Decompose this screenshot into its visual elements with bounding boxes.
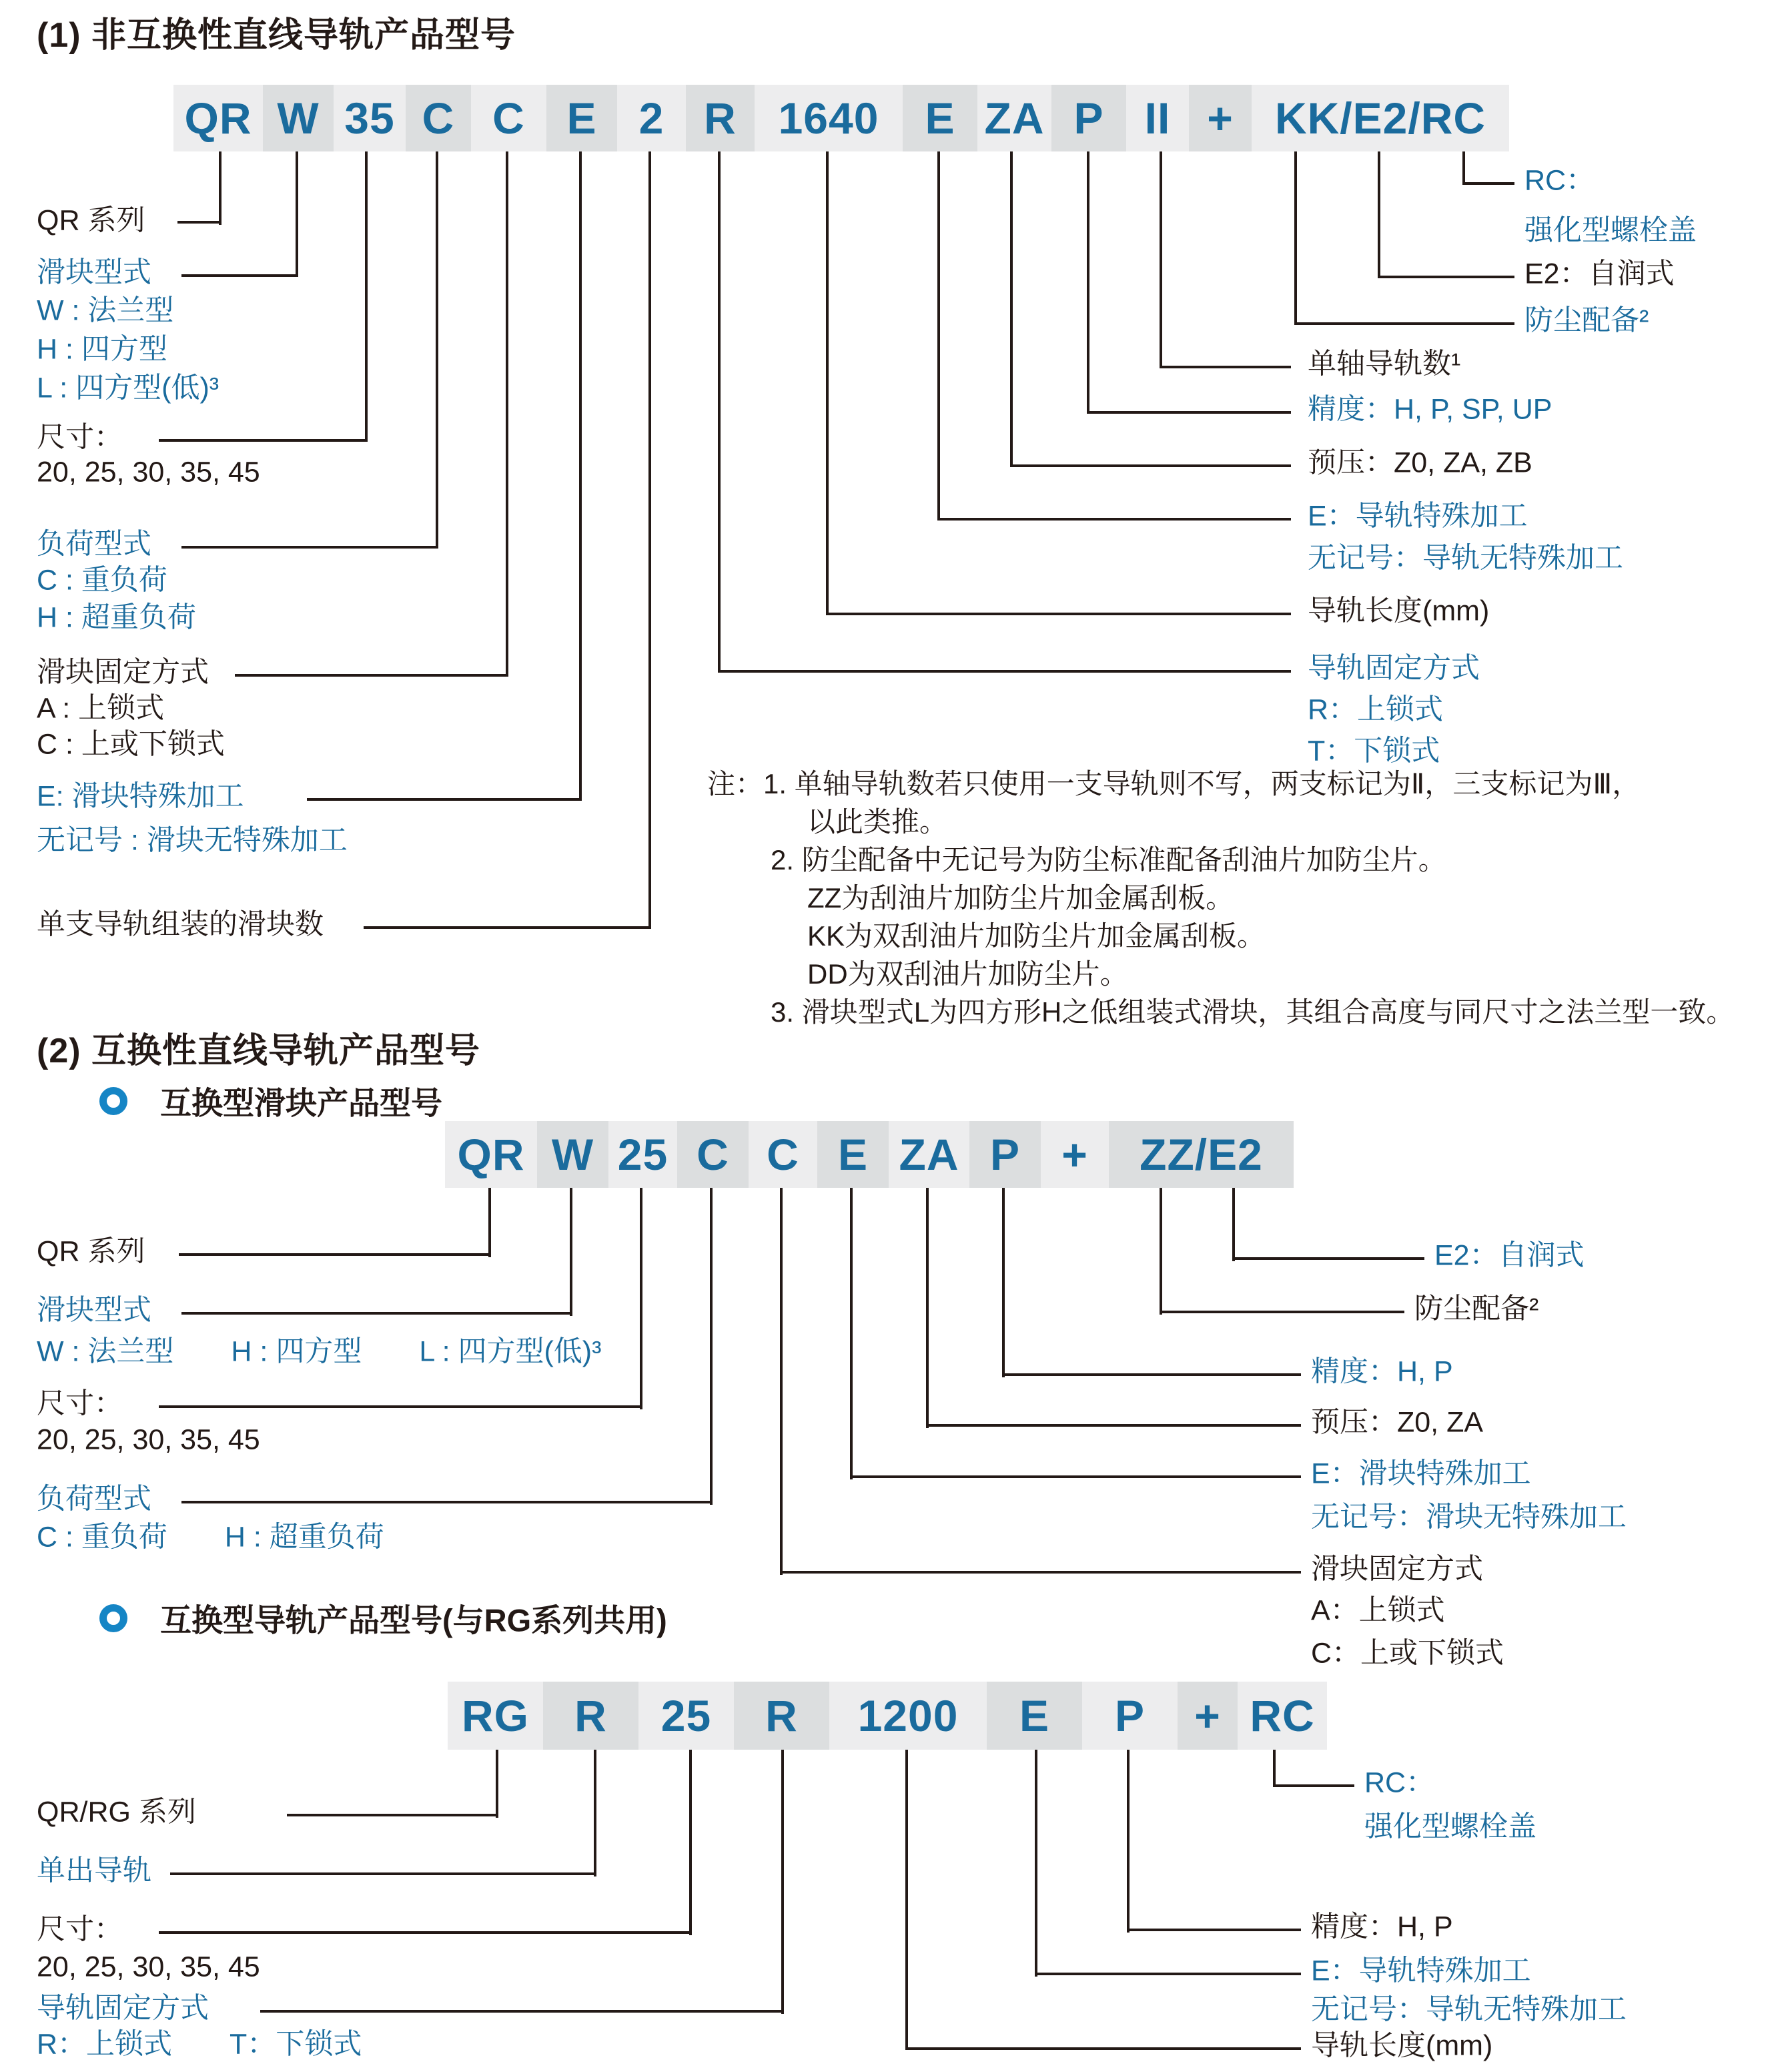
connector-line — [1232, 1257, 1424, 1260]
connector-line — [926, 1424, 1301, 1427]
connector-line — [905, 2047, 1301, 2050]
connector-line — [826, 151, 829, 615]
connector-line — [1127, 1929, 1301, 1931]
note-line: 2. 防尘配备中无记号为防尘标准配备刮油片加防尘片。 — [771, 844, 1446, 876]
callout-label: E: 滑块特殊加工 — [37, 780, 244, 813]
model-code-cell: + — [1189, 85, 1252, 151]
connector-line — [1273, 1750, 1276, 1787]
model-code-cell: QR — [173, 85, 263, 151]
model-code-cell: 25 — [638, 1682, 734, 1750]
callout-label: 导轨长度(mm) — [1308, 595, 1490, 627]
model-code-cell: QR — [445, 1121, 537, 1188]
connector-line — [159, 1931, 692, 1934]
callout-label: R：上锁式 T：下锁式 — [37, 2028, 362, 2061]
model-code-row — [173, 85, 1509, 151]
callout-label: 强化型螺栓盖 — [1364, 1810, 1536, 1843]
connector-line — [780, 1188, 783, 1575]
model-code-cell: + — [1041, 1121, 1109, 1188]
connector-line — [181, 1312, 572, 1315]
callout-label: QR 系列 — [37, 1235, 145, 1268]
note-line: 注：1. 单轴导轨数若只使用一支导轨则不写，两支标记为Ⅱ，三支标记为Ⅲ， — [707, 768, 1641, 799]
callout-label: H : 超重负荷 — [37, 601, 196, 634]
callout-label: 单出导轨 — [37, 1854, 151, 1887]
connector-line — [905, 1750, 908, 2050]
connector-line — [1462, 182, 1514, 185]
callout-label: 尺寸： — [37, 1913, 123, 1946]
model-code-cell: 35 — [334, 85, 406, 151]
connector-line — [710, 1188, 713, 1505]
callout-label: RC： — [1524, 164, 1595, 197]
callout-label: E：导轨特殊加工 — [1311, 1955, 1531, 1987]
note-line: 以此类推。 — [807, 806, 948, 837]
connector-line — [488, 1188, 491, 1257]
callout-label: 负荷型式 — [37, 528, 151, 561]
callout-label: 无记号：滑块无特殊加工 — [1311, 1501, 1627, 1533]
callout-label: E：导轨特殊加工 — [1308, 500, 1528, 533]
bullet-title: 互换型导轨产品型号(与RG系列共用) — [160, 1602, 667, 1638]
connector-line — [307, 798, 582, 801]
connector-line — [496, 1750, 498, 1818]
note-line: ZZ为刮油片加防尘片加金属刮板。 — [807, 882, 1234, 914]
callout-label: 强化型螺栓盖 — [1524, 214, 1697, 247]
connector-line — [1378, 151, 1380, 278]
connector-line — [781, 1750, 784, 2014]
callout-label: C : 上或下锁式 — [37, 728, 225, 761]
callout-label: H : 四方型 — [37, 333, 167, 366]
callout-label: T：下锁式 — [1308, 735, 1440, 767]
model-code-cell: + — [1178, 1682, 1238, 1750]
connector-line — [780, 1571, 1301, 1574]
connector-line — [1160, 1311, 1404, 1313]
model-code-row — [445, 1121, 1294, 1188]
connector-line — [219, 151, 221, 225]
section-title: (2) 互换性直线导轨产品型号 — [37, 1032, 481, 1070]
model-code-cell: II — [1126, 85, 1189, 151]
model-code-cell: RG — [448, 1682, 543, 1750]
model-code-cell: 25 — [608, 1121, 677, 1188]
model-code-cell: E — [546, 85, 617, 151]
callout-label: R：上锁式 — [1308, 693, 1444, 726]
callout-label: QR/RG 系列 — [37, 1796, 196, 1828]
callout-label: A : 上锁式 — [37, 692, 165, 725]
callout-label: 20, 25, 30, 35, 45 — [37, 1951, 260, 1983]
connector-line — [718, 670, 1291, 673]
connector-line — [1160, 151, 1162, 368]
callout-label: C : 重负荷 H : 超重负荷 — [37, 1521, 384, 1554]
model-code-cell: ZA — [889, 1121, 969, 1188]
connector-line — [177, 221, 220, 224]
connector-line — [1087, 411, 1291, 414]
connector-line — [436, 151, 438, 549]
model-code-cell: W — [537, 1121, 608, 1188]
connector-line — [296, 151, 298, 277]
connector-line — [850, 1188, 853, 1479]
callout-label: 滑块型式 — [37, 1294, 151, 1327]
callout-label: 滑块固定方式 — [37, 656, 209, 689]
callout-label: 预压：Z0, ZA, ZB — [1308, 446, 1532, 479]
connector-line — [579, 151, 582, 801]
connector-line — [1160, 1188, 1162, 1315]
model-code-cell: ZA — [977, 85, 1051, 151]
model-code-cell: C — [471, 85, 546, 151]
callout-label: 精度：H, P, SP, UP — [1308, 393, 1552, 426]
callout-label: QR 系列 — [37, 204, 145, 237]
connector-line — [1160, 366, 1291, 368]
callout-label: W : 法兰型 — [37, 294, 174, 327]
connector-line — [1035, 1750, 1037, 1977]
connector-line — [937, 151, 940, 521]
model-code-cell: KK/E2/RC — [1252, 85, 1509, 151]
model-code-cell: C — [677, 1121, 749, 1188]
connector-line — [1002, 1373, 1301, 1376]
callout-label: 无记号：导轨无特殊加工 — [1311, 1993, 1627, 2026]
connector-line — [1010, 151, 1013, 467]
connector-line — [159, 439, 368, 442]
connector-line — [181, 546, 438, 549]
bullet-title: 互换型滑块产品型号 — [160, 1085, 442, 1121]
callout-label: 单轴导轨数¹ — [1308, 348, 1461, 380]
model-code-cell: ZZ/E2 — [1109, 1121, 1294, 1188]
connector-line — [1462, 151, 1465, 185]
callout-label: 20, 25, 30, 35, 45 — [37, 456, 260, 488]
connector-line — [181, 274, 298, 277]
model-code-cell: P — [1051, 85, 1126, 151]
connector-line — [1294, 151, 1297, 325]
callout-label: 负荷型式 — [37, 1483, 151, 1515]
callout-label: L : 四方型(低)³ — [37, 372, 219, 404]
bullet-circle-icon — [99, 1087, 127, 1115]
callout-label: 无记号 : 滑块无特殊加工 — [37, 824, 348, 857]
callout-label: 导轨固定方式 — [1308, 652, 1480, 685]
connector-line — [826, 613, 1291, 615]
section-title: (1) 非互换性直线导轨产品型号 — [37, 16, 516, 55]
connector-line — [506, 151, 508, 677]
connector-line — [1127, 1750, 1130, 1933]
callout-label: 精度：H, P — [1311, 1355, 1453, 1388]
callout-label: E2：自润式 — [1434, 1239, 1585, 1272]
connector-line — [689, 1750, 692, 1935]
model-code-cell: 2 — [617, 85, 686, 151]
connector-line — [718, 151, 721, 673]
notes-block — [707, 765, 1734, 1031]
model-code-cell: P — [969, 1121, 1041, 1188]
connector-line — [364, 926, 651, 929]
connector-line — [179, 1253, 491, 1256]
connector-line — [287, 1814, 498, 1816]
model-code-row — [448, 1682, 1327, 1750]
model-code-cell: RC — [1238, 1682, 1327, 1750]
callout-label: 滑块固定方式 — [1311, 1553, 1483, 1586]
callout-label: 导轨长度(mm) — [1311, 2029, 1493, 2062]
model-code-cell: 1200 — [829, 1682, 987, 1750]
connector-line — [570, 1188, 572, 1316]
callout-label: 尺寸： — [37, 421, 123, 454]
model-code-cell: R — [543, 1682, 638, 1750]
model-code-cell: P — [1082, 1682, 1178, 1750]
callout-label: 精度：H, P — [1311, 1911, 1453, 1943]
model-code-cell: E — [817, 1121, 889, 1188]
connector-line — [365, 151, 368, 442]
model-code-cell: 1640 — [755, 85, 903, 151]
connector-line — [1378, 276, 1514, 278]
callout-label: E：滑块特殊加工 — [1311, 1457, 1531, 1490]
model-code-cell: E — [987, 1682, 1082, 1750]
callout-label: C : 重负荷 — [37, 564, 167, 597]
model-code-cell: C — [749, 1121, 817, 1188]
connector-line — [640, 1188, 642, 1409]
connector-line — [1087, 151, 1089, 414]
connector-line — [260, 2010, 784, 2013]
connector-line — [937, 518, 1291, 521]
model-code-cell: C — [406, 85, 471, 151]
callout-label: E2：自润式 — [1524, 258, 1675, 290]
connector-line — [170, 1872, 596, 1875]
callout-label: A：上锁式 — [1311, 1594, 1445, 1627]
connector-line — [1232, 1188, 1235, 1261]
callout-label: 单支导轨组装的滑块数 — [37, 908, 324, 941]
callout-label: C：上或下锁式 — [1311, 1637, 1504, 1670]
connector-line — [181, 1501, 713, 1503]
connector-line — [235, 674, 508, 677]
callout-label: 滑块型式 — [37, 256, 151, 289]
model-code-cell: R — [734, 1682, 829, 1750]
callout-label: 尺寸： — [37, 1387, 123, 1420]
note-line: 3. 滑块型式L为四方形H之低组装式滑块，其组合高度与同尺寸之法兰型一致。 — [771, 996, 1735, 1028]
bullet-circle-icon — [99, 1604, 127, 1632]
connector-line — [1035, 1973, 1301, 1975]
connector-line — [926, 1188, 929, 1428]
callout-label: 20, 25, 30, 35, 45 — [37, 1423, 260, 1456]
model-code-cell: E — [903, 85, 977, 151]
model-code-cell: W — [263, 85, 334, 151]
callout-label: 无记号：导轨无特殊加工 — [1308, 542, 1623, 575]
callout-label: 防尘配备² — [1414, 1293, 1539, 1325]
connector-line — [1010, 464, 1291, 467]
note-line: KK为双刮油片加防尘片加金属刮板。 — [807, 920, 1266, 952]
callout-label: 预压：Z0, ZA — [1311, 1406, 1484, 1439]
callout-label: 导轨固定方式 — [37, 1992, 209, 2025]
connector-line — [1273, 1784, 1354, 1787]
connector-line — [648, 151, 651, 929]
connector-line — [594, 1750, 596, 1876]
callout-label: 防尘配备² — [1524, 304, 1649, 337]
connector-line — [1002, 1188, 1005, 1377]
callout-label: W : 法兰型 H : 四方型 L : 四方型(低)³ — [37, 1335, 602, 1368]
model-code-cell: R — [686, 85, 755, 151]
note-line: DD为双刮油片加防尘片。 — [807, 958, 1128, 990]
callout-label: RC： — [1364, 1766, 1435, 1799]
connector-line — [850, 1475, 1301, 1478]
connector-line — [1294, 322, 1514, 325]
connector-line — [159, 1405, 642, 1408]
